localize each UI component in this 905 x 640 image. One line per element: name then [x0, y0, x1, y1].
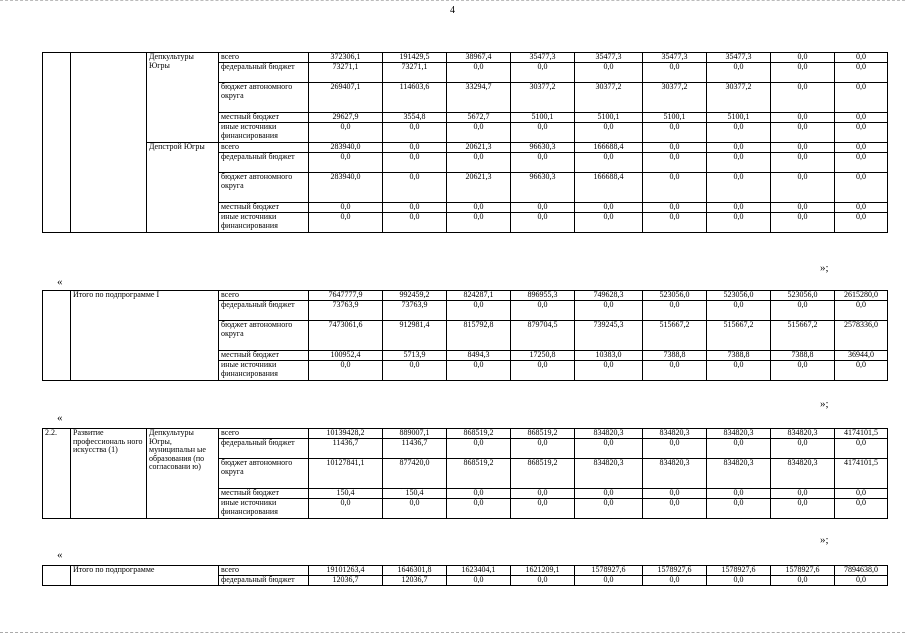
value-cell: 35477,3 [643, 53, 707, 63]
num-cell [43, 53, 71, 233]
value-cell: 1578927,6 [575, 566, 643, 576]
value-cell: 0,0 [511, 439, 575, 459]
value-cell: 0,0 [511, 499, 575, 519]
value-cell: 0,0 [447, 439, 511, 459]
value-cell: 0,0 [771, 361, 835, 381]
subprogram-title: Итого по подпрограмме I [71, 291, 219, 381]
value-cell: 0,0 [707, 123, 771, 143]
value-cell: 19101263,4 [309, 566, 383, 576]
value-cell: 0,0 [643, 203, 707, 213]
value-cell: 0,0 [835, 143, 888, 153]
value-cell: 0,0 [447, 63, 511, 83]
open-quote-3: « [57, 549, 63, 561]
value-cell: 17250,8 [511, 351, 575, 361]
value-cell: 0,0 [707, 153, 771, 173]
value-cell: 523056,0 [771, 291, 835, 301]
value-cell: 0,0 [835, 53, 888, 63]
value-cell: 868519,2 [447, 459, 511, 489]
value-cell: 515667,2 [643, 321, 707, 351]
value-cell: 0,0 [383, 203, 447, 213]
value-cell: 0,0 [511, 153, 575, 173]
value-cell: 0,0 [447, 213, 511, 233]
value-cell: 0,0 [707, 301, 771, 321]
value-cell: 0,0 [447, 203, 511, 213]
source-label: иные источники финансирования [219, 361, 309, 381]
value-cell: 0,0 [835, 113, 888, 123]
value-cell: 12036,7 [309, 576, 383, 586]
value-cell: 20621,3 [447, 173, 511, 203]
value-cell: 35477,3 [707, 53, 771, 63]
value-cell: 0,0 [835, 439, 888, 459]
value-cell: 7388,8 [643, 351, 707, 361]
value-cell: 0,0 [643, 301, 707, 321]
value-cell: 515667,2 [771, 321, 835, 351]
value-cell: 0,0 [643, 173, 707, 203]
value-cell: 11436,7 [309, 439, 383, 459]
value-cell: 515667,2 [707, 321, 771, 351]
table-block-departments [42, 52, 888, 233]
value-cell: 0,0 [575, 499, 643, 519]
value-cell: 0,0 [575, 203, 643, 213]
value-cell: 1623404,1 [447, 566, 511, 576]
value-cell: 0,0 [575, 576, 643, 586]
value-cell: 0,0 [771, 489, 835, 499]
value-cell: 0,0 [771, 213, 835, 233]
value-cell: 29627,9 [309, 113, 383, 123]
value-cell: 0,0 [383, 173, 447, 203]
open-quote-1: « [57, 276, 63, 288]
value-cell: 0,0 [707, 439, 771, 459]
value-cell: 0,0 [511, 123, 575, 143]
value-cell: 0,0 [383, 213, 447, 233]
value-cell: 879704,5 [511, 321, 575, 351]
value-cell: 1621209,1 [511, 566, 575, 576]
value-cell: 834820,3 [575, 459, 643, 489]
value-cell: 10139428,2 [309, 429, 383, 439]
value-cell: 191429,5 [383, 53, 447, 63]
value-cell: 4174101,5 [835, 459, 888, 489]
value-cell: 73271,1 [383, 63, 447, 83]
value-cell: 1578927,6 [707, 566, 771, 576]
source-label: всего [219, 566, 309, 576]
value-cell: 35477,3 [575, 53, 643, 63]
value-cell: 0,0 [835, 153, 888, 173]
subprogram-title: Итого по подпрограмме [71, 566, 219, 586]
value-cell: 0,0 [511, 213, 575, 233]
value-cell: 4174101,5 [835, 429, 888, 439]
source-label: бюджет автономного округа [219, 173, 309, 203]
value-cell: 73763,9 [383, 301, 447, 321]
value-cell: 0,0 [309, 203, 383, 213]
table-row [43, 143, 888, 153]
value-cell: 100952,4 [309, 351, 383, 361]
value-cell: 36944,0 [835, 351, 888, 361]
value-cell: 7473061,6 [309, 321, 383, 351]
value-cell: 815792,8 [447, 321, 511, 351]
value-cell: 0,0 [383, 499, 447, 519]
source-label: иные источники финансирования [219, 213, 309, 233]
dept-cell: Депкультуры Югры, муниципальн ые образования (по согласовани ю) [147, 429, 219, 519]
value-cell: 0,0 [707, 361, 771, 381]
value-cell: 0,0 [309, 499, 383, 519]
source-label: федеральный бюджет [219, 439, 309, 459]
source-label: всего [219, 429, 309, 439]
value-cell: 0,0 [511, 203, 575, 213]
value-cell: 834820,3 [771, 429, 835, 439]
value-cell: 0,0 [835, 361, 888, 381]
value-cell: 0,0 [447, 361, 511, 381]
value-cell: 0,0 [447, 499, 511, 519]
value-cell: 0,0 [447, 123, 511, 143]
value-cell: 10127841,1 [309, 459, 383, 489]
value-cell: 5100,1 [575, 113, 643, 123]
value-cell: 0,0 [511, 489, 575, 499]
name-cell [71, 53, 147, 233]
value-cell: 30377,2 [575, 83, 643, 113]
source-label: иные источники финансирования [219, 499, 309, 519]
source-label: всего [219, 53, 309, 63]
value-cell: 0,0 [835, 203, 888, 213]
source-label: местный бюджет [219, 113, 309, 123]
value-cell: 0,0 [707, 576, 771, 586]
source-label: федеральный бюджет [219, 576, 309, 586]
value-cell: 0,0 [511, 576, 575, 586]
scan-edge-top [0, 0, 905, 3]
value-cell: 0,0 [575, 213, 643, 233]
value-cell: 0,0 [835, 489, 888, 499]
value-cell: 0,0 [771, 499, 835, 519]
page-number: 4 [450, 5, 455, 16]
value-cell: 0,0 [575, 489, 643, 499]
value-cell: 0,0 [511, 361, 575, 381]
value-cell: 30377,2 [707, 83, 771, 113]
table-block-subprogram-total [42, 290, 888, 381]
value-cell: 283940,0 [309, 173, 383, 203]
source-label: федеральный бюджет [219, 63, 309, 83]
value-cell: 0,0 [309, 153, 383, 173]
value-cell: 834820,3 [643, 429, 707, 439]
scan-edge-bottom [0, 632, 905, 635]
value-cell: 0,0 [511, 301, 575, 321]
value-cell: 868519,2 [511, 429, 575, 439]
value-cell: 20621,3 [447, 143, 511, 153]
value-cell: 2615280,0 [835, 291, 888, 301]
value-cell: 889007,1 [383, 429, 447, 439]
source-label: местный бюджет [219, 489, 309, 499]
value-cell: 0,0 [835, 63, 888, 83]
value-cell: 0,0 [447, 301, 511, 321]
value-cell: 0,0 [575, 439, 643, 459]
value-cell: 877420,0 [383, 459, 447, 489]
open-quote-2: « [57, 412, 63, 424]
value-cell: 834820,3 [575, 429, 643, 439]
dept-cell-construction: Депстрой Югры [147, 143, 219, 233]
value-cell: 0,0 [835, 173, 888, 203]
table-block-subprogram-total-2 [42, 565, 888, 586]
value-cell: 3554,8 [383, 113, 447, 123]
value-cell: 834820,3 [707, 429, 771, 439]
value-cell: 0,0 [771, 63, 835, 83]
value-cell: 0,0 [447, 489, 511, 499]
value-cell: 0,0 [309, 213, 383, 233]
table-row [43, 291, 888, 301]
value-cell: 30377,2 [511, 83, 575, 113]
value-cell: 7894638,0 [835, 566, 888, 576]
value-cell: 523056,0 [707, 291, 771, 301]
value-cell: 0,0 [309, 361, 383, 381]
value-cell: 0,0 [447, 576, 511, 586]
value-cell: 739245,3 [575, 321, 643, 351]
value-cell: 0,0 [707, 143, 771, 153]
value-cell: 0,0 [575, 153, 643, 173]
value-cell: 96630,3 [511, 143, 575, 153]
value-cell: 269407,1 [309, 83, 383, 113]
value-cell: 7388,8 [707, 351, 771, 361]
value-cell: 0,0 [383, 153, 447, 173]
value-cell: 868519,2 [511, 459, 575, 489]
value-cell: 1578927,6 [771, 566, 835, 576]
value-cell: 0,0 [707, 213, 771, 233]
value-cell: 73763,9 [309, 301, 383, 321]
value-cell: 0,0 [383, 361, 447, 381]
close-quote-3: »; [820, 534, 829, 546]
value-cell: 166688,4 [575, 143, 643, 153]
value-cell: 35477,3 [511, 53, 575, 63]
dept-cell-culture: Депкультуры Югры [147, 53, 219, 143]
value-cell: 824287,1 [447, 291, 511, 301]
value-cell: 0,0 [309, 123, 383, 143]
value-cell: 38967,4 [447, 53, 511, 63]
source-label: бюджет автономного округа [219, 459, 309, 489]
value-cell: 30377,2 [643, 83, 707, 113]
value-cell: 1646301,8 [383, 566, 447, 576]
value-cell: 5100,1 [643, 113, 707, 123]
value-cell: 912981,4 [383, 321, 447, 351]
value-cell: 283940,0 [309, 143, 383, 153]
value-cell: 0,0 [575, 361, 643, 381]
value-cell: 150,4 [309, 489, 383, 499]
value-cell: 0,0 [707, 173, 771, 203]
item-name: Развитие профессиональ ного искусства (1) [71, 429, 147, 519]
value-cell: 0,0 [643, 153, 707, 173]
value-cell: 372306,1 [309, 53, 383, 63]
value-cell: 0,0 [575, 63, 643, 83]
value-cell: 0,0 [835, 499, 888, 519]
value-cell: 0,0 [383, 123, 447, 143]
value-cell: 0,0 [771, 153, 835, 173]
table-row [43, 429, 888, 439]
value-cell: 8494,3 [447, 351, 511, 361]
value-cell: 0,0 [835, 576, 888, 586]
value-cell: 523056,0 [643, 291, 707, 301]
value-cell: 0,0 [643, 361, 707, 381]
value-cell: 834820,3 [643, 459, 707, 489]
source-label: местный бюджет [219, 351, 309, 361]
value-cell: 5100,1 [511, 113, 575, 123]
source-label: федеральный бюджет [219, 301, 309, 321]
value-cell: 992459,2 [383, 291, 447, 301]
item-number: 2.2. [43, 429, 71, 519]
value-cell: 73271,1 [309, 63, 383, 83]
value-cell: 0,0 [383, 143, 447, 153]
value-cell: 0,0 [771, 576, 835, 586]
value-cell: 12036,7 [383, 576, 447, 586]
value-cell: 0,0 [575, 123, 643, 143]
value-cell: 0,0 [643, 143, 707, 153]
value-cell: 0,0 [771, 301, 835, 321]
value-cell: 1578927,6 [643, 566, 707, 576]
value-cell: 0,0 [771, 113, 835, 123]
source-label: бюджет автономного округа [219, 321, 309, 351]
value-cell: 0,0 [707, 499, 771, 519]
value-cell: 0,0 [643, 576, 707, 586]
value-cell: 0,0 [771, 123, 835, 143]
value-cell: 834820,3 [707, 459, 771, 489]
value-cell: 0,0 [707, 63, 771, 83]
source-label: федеральный бюджет [219, 153, 309, 173]
value-cell: 5713,9 [383, 351, 447, 361]
value-cell: 834820,3 [771, 459, 835, 489]
source-label: всего [219, 291, 309, 301]
value-cell: 5100,1 [707, 113, 771, 123]
value-cell: 33294,7 [447, 83, 511, 113]
source-label: местный бюджет [219, 203, 309, 213]
value-cell: 896955,3 [511, 291, 575, 301]
value-cell: 0,0 [835, 83, 888, 113]
value-cell: 0,0 [643, 439, 707, 459]
value-cell: 7647777,9 [309, 291, 383, 301]
value-cell: 0,0 [771, 203, 835, 213]
value-cell: 0,0 [771, 83, 835, 113]
value-cell: 166688,4 [575, 173, 643, 203]
table-block-professional-art [42, 428, 888, 519]
value-cell: 10383,0 [575, 351, 643, 361]
value-cell: 0,0 [771, 439, 835, 459]
value-cell: 0,0 [707, 489, 771, 499]
value-cell: 96630,3 [511, 173, 575, 203]
value-cell: 5672,7 [447, 113, 511, 123]
value-cell: 0,0 [643, 213, 707, 233]
table-row [43, 53, 888, 63]
close-quote-2: »; [820, 398, 829, 410]
table-row [43, 566, 888, 576]
num-cell [43, 566, 71, 586]
close-quote-1: »; [820, 262, 829, 274]
source-label: всего [219, 143, 309, 153]
value-cell: 0,0 [643, 63, 707, 83]
source-label: иные источники финансирования [219, 123, 309, 143]
value-cell: 0,0 [771, 173, 835, 203]
value-cell: 0,0 [447, 153, 511, 173]
value-cell: 0,0 [575, 301, 643, 321]
value-cell: 150,4 [383, 489, 447, 499]
value-cell: 0,0 [835, 123, 888, 143]
source-label: бюджет автономного округа [219, 83, 309, 113]
value-cell: 114603,6 [383, 83, 447, 113]
value-cell: 2578336,0 [835, 321, 888, 351]
value-cell: 0,0 [835, 213, 888, 233]
value-cell: 0,0 [771, 143, 835, 153]
value-cell: 0,0 [643, 123, 707, 143]
value-cell: 868519,2 [447, 429, 511, 439]
value-cell: 0,0 [771, 53, 835, 63]
value-cell: 0,0 [643, 499, 707, 519]
value-cell: 0,0 [835, 301, 888, 321]
value-cell: 749628,3 [575, 291, 643, 301]
num-cell [43, 291, 71, 381]
value-cell: 0,0 [511, 63, 575, 83]
value-cell: 0,0 [707, 203, 771, 213]
value-cell: 0,0 [643, 489, 707, 499]
value-cell: 11436,7 [383, 439, 447, 459]
value-cell: 7388,8 [771, 351, 835, 361]
